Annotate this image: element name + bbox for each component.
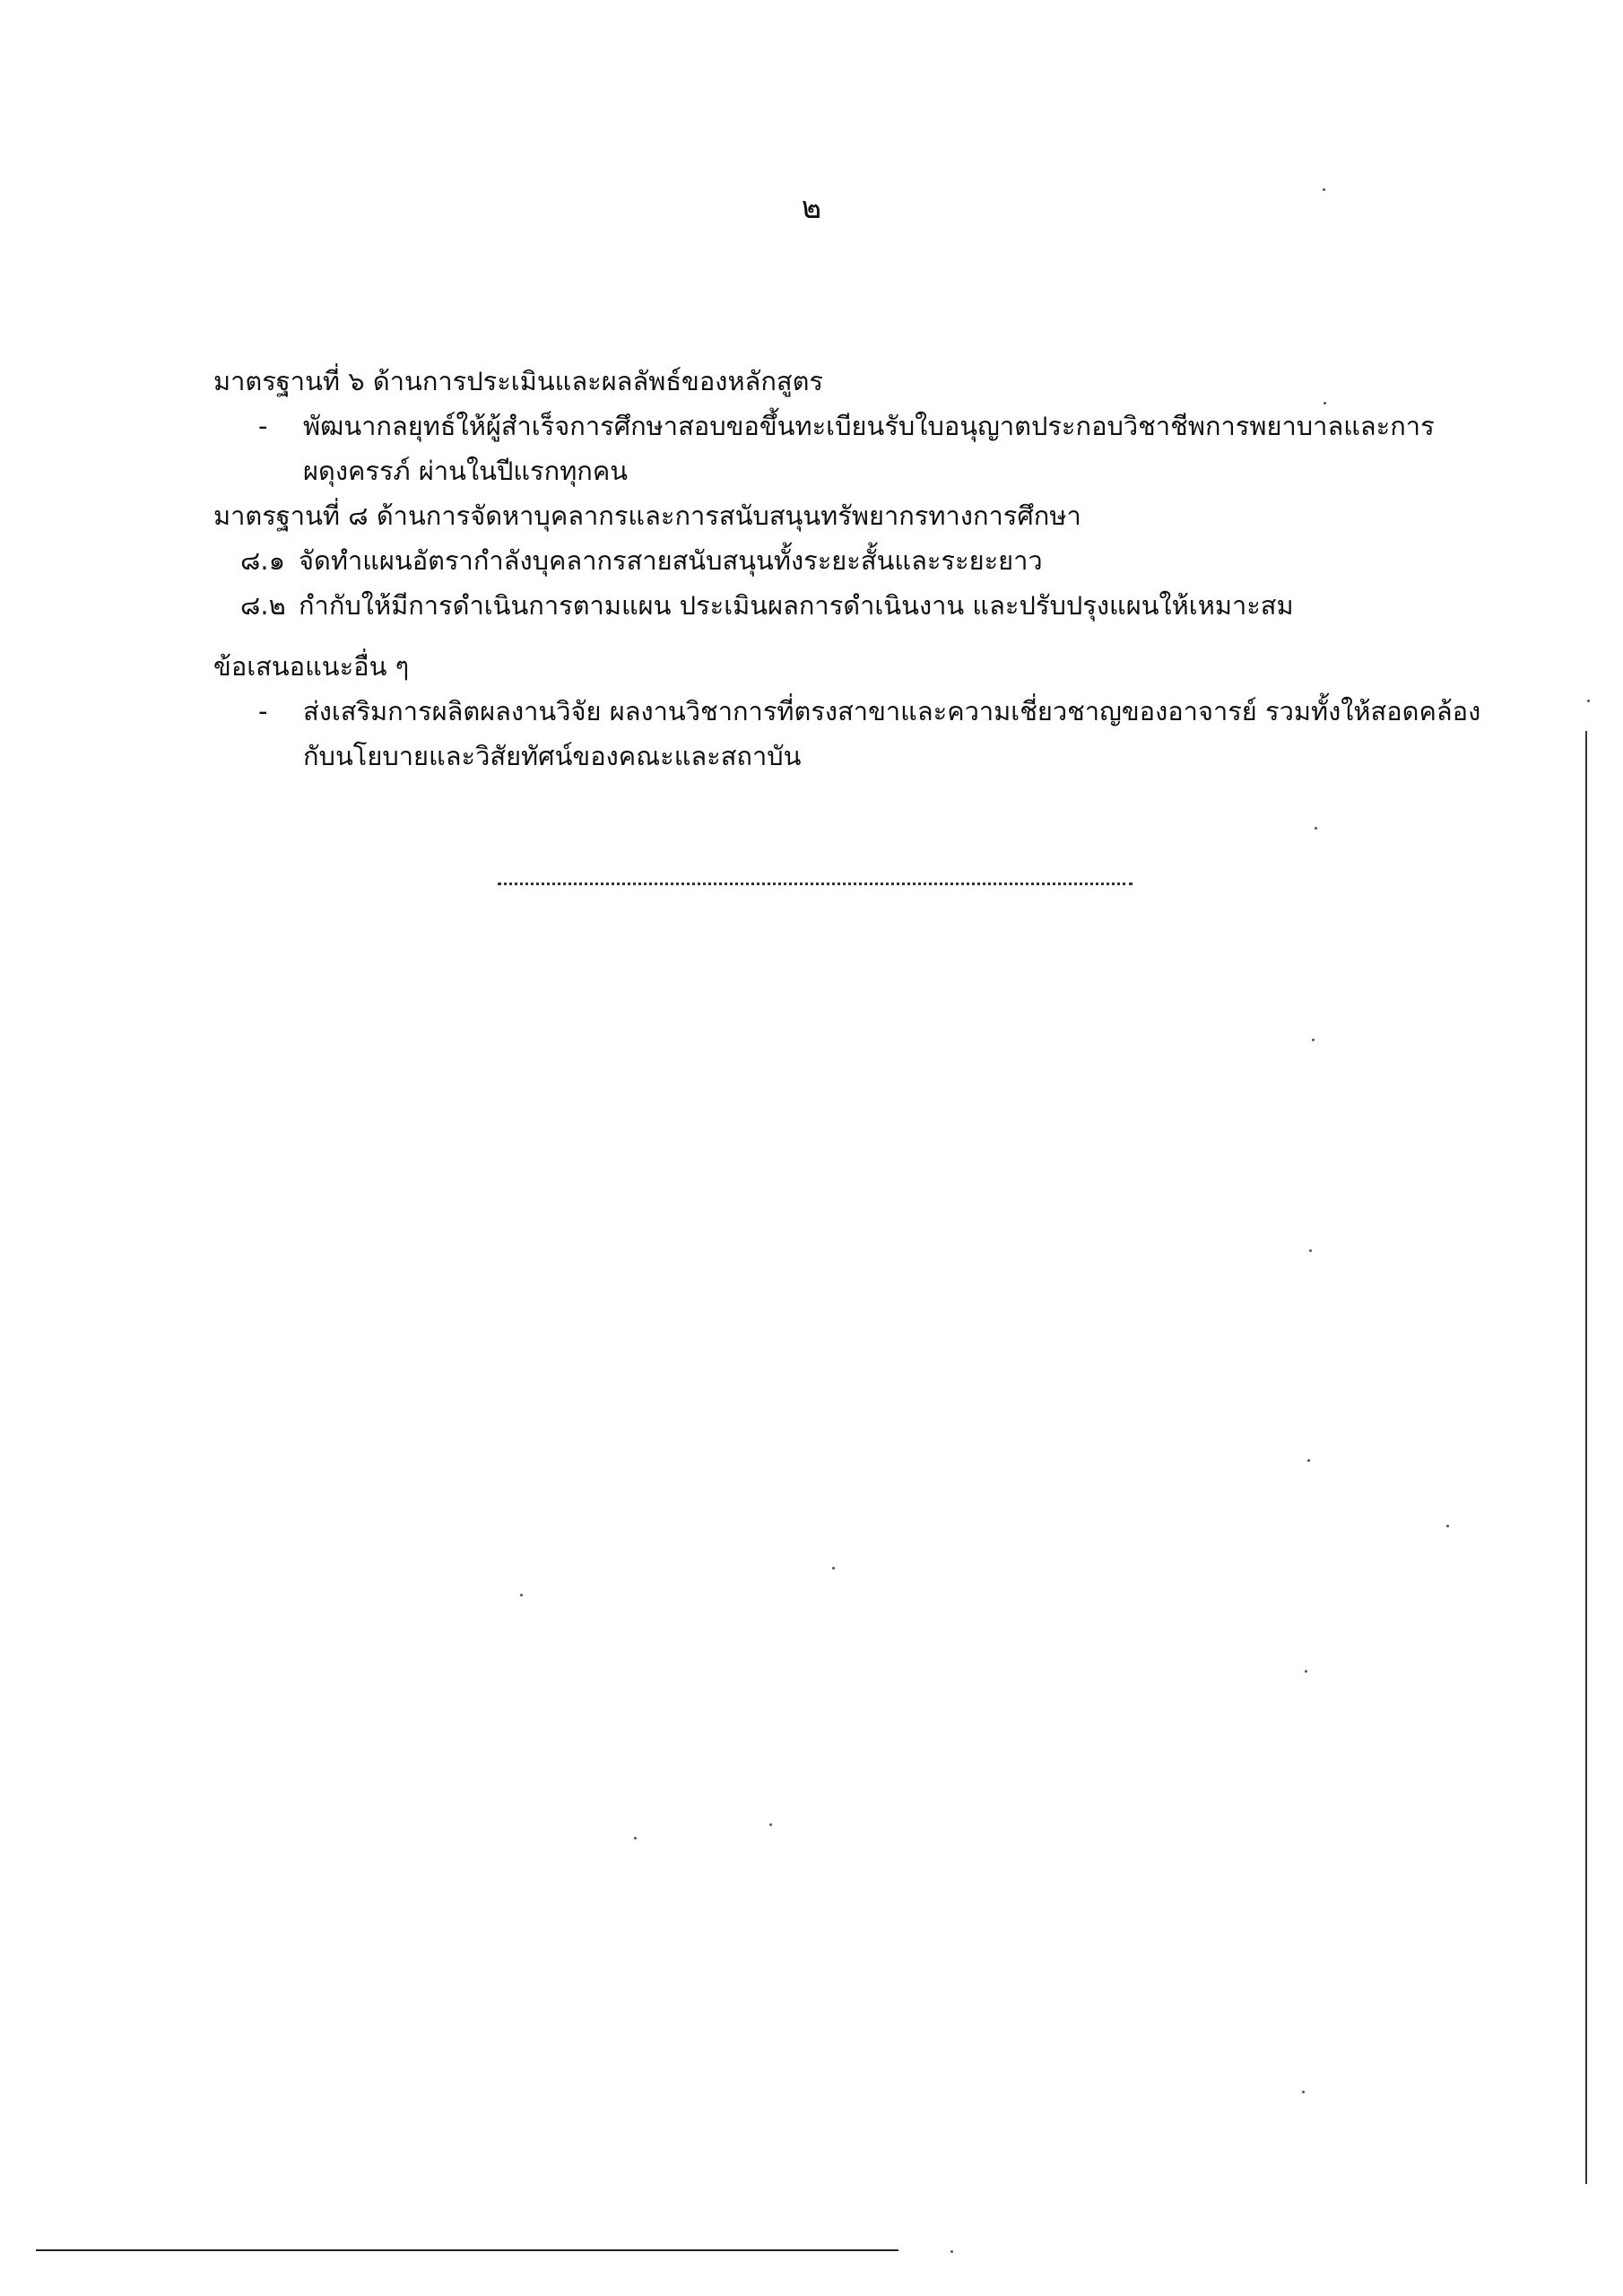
standard-6-recommendation-line-1: พัฒนากลยุทธ์ให้ผู้สำเร็จการศึกษาสอบขอขึ้นทะเบียนรับใบอนุญาตประกอบวิชาชีพการพยาบาลและการ: [303, 411, 1435, 441]
scan-speck: [1302, 2091, 1305, 2093]
scan-speck: [520, 1594, 523, 1596]
scan-speck: [1315, 827, 1317, 830]
scan-speck: [1305, 1670, 1307, 1673]
standard-6-recommendation: [213, 404, 1487, 493]
other-suggestion-line-1: ส่งเสริมการผลิตผลงานวิจัย ผลงานวิชาการที่ตรงสาขาและความเชี่ยวชาญของอาจารย์ รวมทั้งให้สอดคล้อง: [303, 696, 1481, 726]
bullet-dash: -: [258, 411, 268, 441]
bullet-dash: -: [258, 696, 268, 726]
page-number: ๒: [801, 190, 822, 226]
scan-speck: [1446, 1525, 1449, 1527]
scan-speck: [1587, 700, 1590, 702]
scan-speck: [1312, 1039, 1315, 1041]
footer-rule: [36, 2249, 898, 2251]
other-suggestions-heading: ข้อเสนอแนะอื่น ๆ: [213, 651, 410, 682]
end-of-content-dotted-rule: [498, 883, 1133, 885]
scan-speck: [832, 1567, 835, 1570]
standard-8-item-1: [213, 538, 1487, 583]
scan-speck: [634, 1837, 637, 1839]
item-text: กำกับให้มีการดำเนินการตามแผน ประเมินผลการดำเนินงาน และปรับปรุงแผนให้เหมาะสม: [299, 590, 1294, 621]
item-number: ๘.๑: [240, 545, 285, 576]
other-suggestion-line-2: กับนโยบายและวิสัยทัศน์ของคณะและสถาบัน: [303, 741, 802, 771]
scan-speck: [769, 1823, 772, 1826]
standard-6-recommendation-line-2: ผดุงครรภ์ ผ่านในปีแรกทุกคน: [303, 456, 629, 486]
standard-8-item-2: [213, 583, 1487, 628]
standard-6-heading: มาตรฐานที่ ๖ ด้านการประเมินและผลลัพธ์ของหลักสูตร: [213, 366, 823, 396]
other-suggestion: [213, 689, 1487, 778]
scan-speck: [1309, 1249, 1312, 1252]
scan-edge-line: [1585, 731, 1587, 2184]
standard-8-heading: มาตรฐานที่ ๘ ด้านการจัดหาบุคลากรและการสนับสนุนทรัพยากรทางการศึกษา: [213, 500, 1081, 531]
document-body: [213, 359, 1487, 778]
scan-speck: [1323, 188, 1325, 191]
scan-speck: [950, 2250, 953, 2253]
scan-speck: [1324, 402, 1326, 404]
scan-speck: [1307, 1459, 1310, 1462]
item-text: จัดทำแผนอัตรากำลังบุคลากรสายสนับสนุนทั้งระยะสั้นและระยะยาว: [299, 545, 1043, 576]
item-number: ๘.๒: [240, 590, 286, 621]
